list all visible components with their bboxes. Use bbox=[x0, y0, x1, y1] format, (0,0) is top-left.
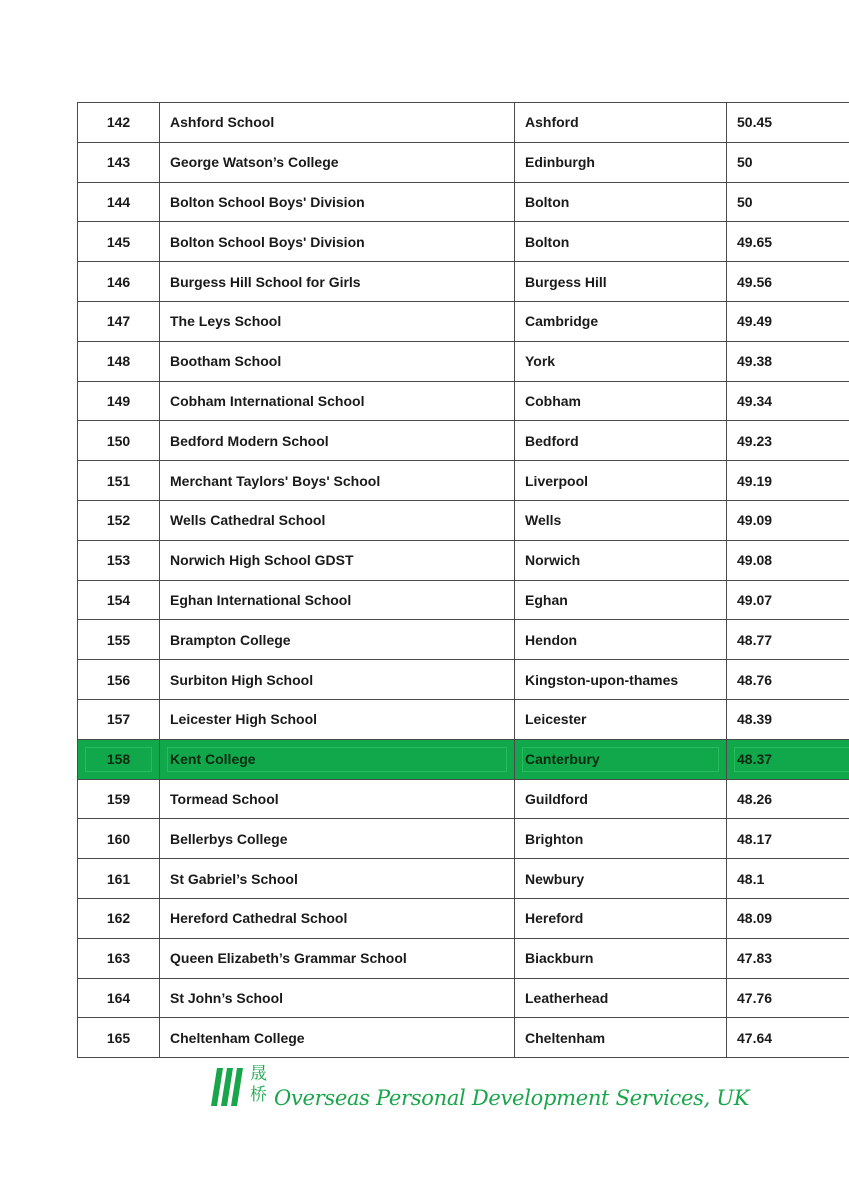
rank-cell: 142 bbox=[78, 103, 160, 143]
score-cell: 48.17 bbox=[727, 819, 849, 859]
town-cell: Liverpool bbox=[515, 461, 727, 501]
school-name-cell: Tormead School bbox=[160, 779, 515, 819]
rank-cell: 164 bbox=[78, 978, 160, 1018]
school-name-cell: Bolton School Boys' Division bbox=[160, 222, 515, 262]
rank-cell: 145 bbox=[78, 222, 160, 262]
rank-cell: 157 bbox=[78, 699, 160, 739]
school-name-cell: Cobham International School bbox=[160, 381, 515, 421]
town-cell: Eghan bbox=[515, 580, 727, 620]
score-cell: 47.83 bbox=[727, 938, 849, 978]
score-cell: 48.77 bbox=[727, 620, 849, 660]
town-cell: Canterbury bbox=[515, 739, 727, 779]
school-name-cell: Bolton School Boys' Division bbox=[160, 182, 515, 222]
town-cell: York bbox=[515, 341, 727, 381]
table-row bbox=[78, 779, 849, 819]
table-row bbox=[78, 301, 849, 341]
table-row bbox=[78, 660, 849, 700]
rank-cell: 165 bbox=[78, 1018, 160, 1058]
town-cell: Guildford bbox=[515, 779, 727, 819]
town-cell: Wells bbox=[515, 500, 727, 540]
table-row bbox=[78, 1018, 849, 1058]
school-name-cell: Bootham School bbox=[160, 341, 515, 381]
score-cell: 48.37 bbox=[727, 739, 849, 779]
town-cell: Hendon bbox=[515, 620, 727, 660]
town-cell: Bedford bbox=[515, 421, 727, 461]
town-cell: Brighton bbox=[515, 819, 727, 859]
score-cell: 48.26 bbox=[727, 779, 849, 819]
town-cell: Bolton bbox=[515, 222, 727, 262]
school-name-cell: Wells Cathedral School bbox=[160, 500, 515, 540]
table-row bbox=[78, 938, 849, 978]
school-ranking-table bbox=[77, 102, 849, 1058]
rank-cell: 144 bbox=[78, 182, 160, 222]
rank-cell: 148 bbox=[78, 341, 160, 381]
table-row bbox=[78, 540, 849, 580]
logo-chinese-bottom: 桥 bbox=[250, 1085, 267, 1105]
score-cell: 50.45 bbox=[727, 103, 849, 143]
score-cell: 49.19 bbox=[727, 461, 849, 501]
school-name-cell: Hereford Cathedral School bbox=[160, 898, 515, 938]
town-cell: Bolton bbox=[515, 182, 727, 222]
score-cell: 50 bbox=[727, 182, 849, 222]
town-cell: Biackburn bbox=[515, 938, 727, 978]
school-name-cell: Merchant Taylors' Boys' School bbox=[160, 461, 515, 501]
score-cell: 49.07 bbox=[727, 580, 849, 620]
rank-cell: 147 bbox=[78, 301, 160, 341]
score-cell: 49.08 bbox=[727, 540, 849, 580]
rank-cell: 152 bbox=[78, 500, 160, 540]
school-name-cell: Cheltenham College bbox=[160, 1018, 515, 1058]
town-cell: Leatherhead bbox=[515, 978, 727, 1018]
school-name-cell: Queen Elizabeth’s Grammar School bbox=[160, 938, 515, 978]
score-cell: 49.56 bbox=[727, 262, 849, 302]
score-cell: 48.1 bbox=[727, 859, 849, 899]
table-row bbox=[78, 222, 849, 262]
rank-cell: 159 bbox=[78, 779, 160, 819]
school-name-cell: Eghan International School bbox=[160, 580, 515, 620]
company-logo bbox=[210, 1064, 750, 1116]
school-name-cell: St Gabriel’s School bbox=[160, 859, 515, 899]
logo-chinese-characters bbox=[250, 1064, 272, 1106]
table-row bbox=[78, 898, 849, 938]
town-cell: Cobham bbox=[515, 381, 727, 421]
logo-chinese-top: 晟 bbox=[250, 1064, 267, 1084]
school-name-cell: Ashford School bbox=[160, 103, 515, 143]
score-cell: 49.38 bbox=[727, 341, 849, 381]
table-row bbox=[78, 859, 849, 899]
rank-cell: 153 bbox=[78, 540, 160, 580]
company-name: Overseas Personal Development Services, UK bbox=[274, 1086, 750, 1110]
school-name-cell: Kent College bbox=[160, 739, 515, 779]
ranking-table-body bbox=[78, 103, 849, 1058]
school-name-cell: Bedford Modern School bbox=[160, 421, 515, 461]
table-row bbox=[78, 580, 849, 620]
school-name-cell: Leicester High School bbox=[160, 699, 515, 739]
town-cell: Ashford bbox=[515, 103, 727, 143]
rank-cell: 150 bbox=[78, 421, 160, 461]
rank-cell: 158 bbox=[78, 739, 160, 779]
score-cell: 48.39 bbox=[727, 699, 849, 739]
table-row-highlighted bbox=[78, 739, 849, 779]
town-cell: Norwich bbox=[515, 540, 727, 580]
town-cell: Cheltenham bbox=[515, 1018, 727, 1058]
rank-cell: 162 bbox=[78, 898, 160, 938]
table-row bbox=[78, 142, 849, 182]
rank-cell: 151 bbox=[78, 461, 160, 501]
rank-cell: 155 bbox=[78, 620, 160, 660]
rank-cell: 160 bbox=[78, 819, 160, 859]
score-cell: 47.76 bbox=[727, 978, 849, 1018]
rank-cell: 161 bbox=[78, 859, 160, 899]
table-row bbox=[78, 461, 849, 501]
table-row bbox=[78, 500, 849, 540]
score-cell: 47.64 bbox=[727, 1018, 849, 1058]
rank-cell: 163 bbox=[78, 938, 160, 978]
stripes-logo-icon bbox=[210, 1066, 250, 1108]
town-cell: Kingston-upon-thames bbox=[515, 660, 727, 700]
school-name-cell: George Watson’s College bbox=[160, 142, 515, 182]
rank-cell: 154 bbox=[78, 580, 160, 620]
score-cell: 49.65 bbox=[727, 222, 849, 262]
rank-cell: 156 bbox=[78, 660, 160, 700]
score-cell: 49.09 bbox=[727, 500, 849, 540]
table-row bbox=[78, 819, 849, 859]
score-cell: 49.23 bbox=[727, 421, 849, 461]
score-cell: 49.34 bbox=[727, 381, 849, 421]
town-cell: Edinburgh bbox=[515, 142, 727, 182]
school-name-cell: The Leys School bbox=[160, 301, 515, 341]
town-cell: Leicester bbox=[515, 699, 727, 739]
town-cell: Burgess Hill bbox=[515, 262, 727, 302]
score-cell: 49.49 bbox=[727, 301, 849, 341]
score-cell: 48.09 bbox=[727, 898, 849, 938]
school-name-cell: Burgess Hill School for Girls bbox=[160, 262, 515, 302]
table-row bbox=[78, 620, 849, 660]
rank-cell: 143 bbox=[78, 142, 160, 182]
table-row bbox=[78, 978, 849, 1018]
table-row bbox=[78, 381, 849, 421]
school-name-cell: St John’s School bbox=[160, 978, 515, 1018]
table-row bbox=[78, 341, 849, 381]
table-row bbox=[78, 421, 849, 461]
town-cell: Newbury bbox=[515, 859, 727, 899]
table-row bbox=[78, 699, 849, 739]
town-cell: Cambridge bbox=[515, 301, 727, 341]
school-name-cell: Brampton College bbox=[160, 620, 515, 660]
school-name-cell: Bellerbys College bbox=[160, 819, 515, 859]
score-cell: 50 bbox=[727, 142, 849, 182]
table-row bbox=[78, 262, 849, 302]
town-cell: Hereford bbox=[515, 898, 727, 938]
rank-cell: 146 bbox=[78, 262, 160, 302]
score-cell: 48.76 bbox=[727, 660, 849, 700]
school-name-cell: Surbiton High School bbox=[160, 660, 515, 700]
table-row bbox=[78, 182, 849, 222]
rank-cell: 149 bbox=[78, 381, 160, 421]
school-name-cell: Norwich High School GDST bbox=[160, 540, 515, 580]
table-row bbox=[78, 103, 849, 143]
